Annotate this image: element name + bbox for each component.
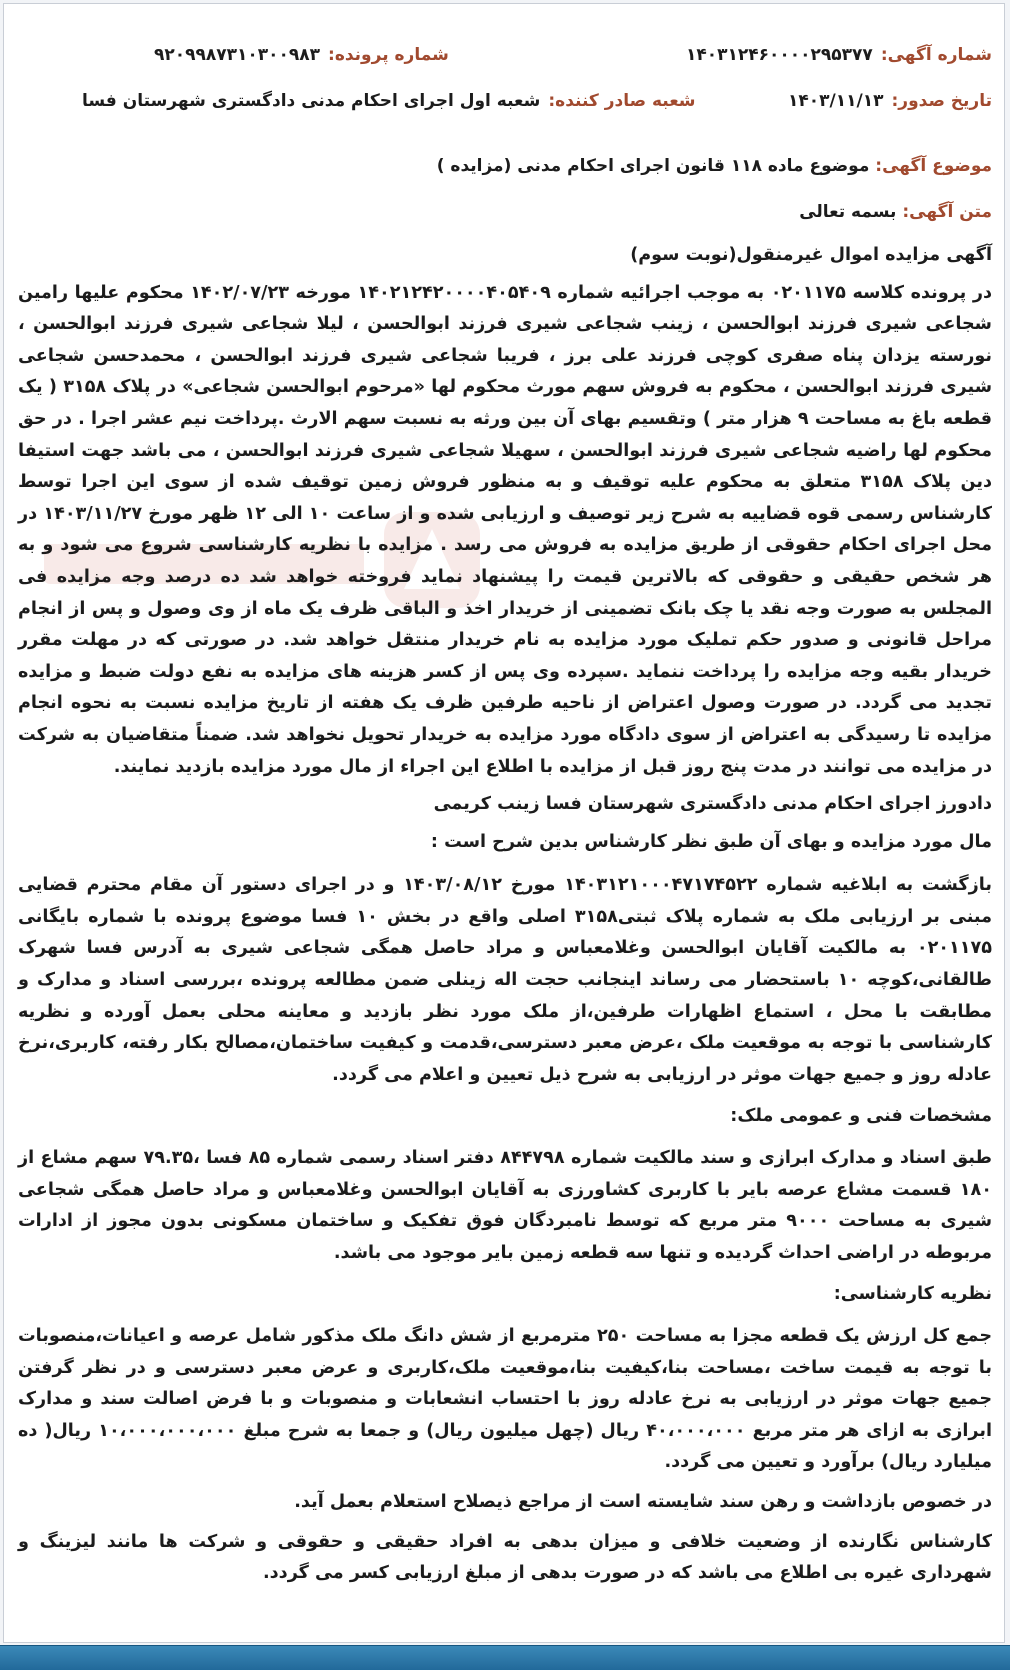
text-intro: بسمه تعالی	[799, 202, 897, 222]
paragraph-valuation: جمع کل ارزش یک قطعه مجزا به مساحت ۲۵۰ مترمربع از شش دانگ ملک مذکور شامل عرصه و اعیانات،منصوبات با توجه به قیمت ساخت ،مساحت بنا،کیفیت بنا،موقعیت ملک،کاربری و عرض معبر دسترسی و در نظر گرفتن جمیع جهات موثر در ارزیابی به نرخ عادله روز با احتساب انشعابات و منصوبات و با فرض اصالت سند و مدارک ابرازی به ازای هر متر مربع ۴۰،۰۰۰،۰۰۰ ریال (چهل میلیون ریال) و جمعا به شرح مبلغ ۱۰،۰۰۰،۰۰۰،۰۰۰ ریال( ده میلیارد ریال) برآورد و تعیین می گردد.	[18, 1326, 992, 1473]
issuer-value: شعبه اول اجرای احکام مدنی دادگستری شهرستان فسا	[82, 91, 541, 111]
case-number-value: ۹۲۰۹۹۸۷۳۱۰۳۰۰۹۸۳	[154, 45, 321, 65]
case-number	[154, 45, 449, 65]
paragraph-expert-report: بازگشت به ابلاغیه شماره ۱۴۰۳۱۲۱۰۰۰۴۷۱۷۴۵۲۲ مورخ ۱۴۰۳/۰۸/۱۲ و در اجرای دستور آن مقام محترم قضایی مبنی بر ارزیابی ملک به شماره پلاک ثبتی۳۱۵۸ اصلی واقع در بخش ۱۰ فسا موضوع پرونده با شماره بایگانی ۰۲۰۱۱۷۵ به مالکیت آقایان ابوالحسن وغلامعباس و مراد حاصل همگی شجاعی شیری به آدرس فسا شهرک طالقانی،کوچه ۱۰ باستحضار می رساند اینجانب حجت اله زینلی ضمن مطالعه پرونده ،بررسی اسناد و مدارک و مطابقت با محل ، استماع اظهارات طرفین،از ملک مورد نظر بازدید و معاینه محلی بعمل آورده و نظریه کارشناسی با توجه به موقعیت ملک ،عرض معبر دسترسی،قدمت و کیفیت ساختمان،مصالح بکار رفته، کاربری،نرخ عادله روز و جمیع جهات موثر در ارزیابی به شرح ذیل تعیین و اعلام می گردد.	[18, 875, 992, 1085]
tech-heading: مشخصات فنی و عمومی ملک:	[730, 1106, 992, 1127]
notice-title: آگهی مزایده اموال غیرمنقول(نوبت سوم)	[630, 245, 992, 265]
text-line	[18, 202, 992, 222]
issuer-label: شعبه صادر کننده:	[548, 91, 696, 111]
issuer	[82, 91, 696, 111]
paragraph-specs: طبق اسناد و مدارک ابرازی و سند مالکیت شماره ۸۴۴۷۹۸ دفتر اسناد رسمی شماره ۸۵ فسا ،۷۹.۳۵ سهم مشاع از ۱۸۰ قسمت مشاع عرصه بایر با کاربری کشاورزی به آقایان ابوالحسن وغلامعباس و مراد حاصل همگی شجاعی شیری به مساحت ۹۰۰۰ متر مربع که توسط نامبردگان فوق تفکیک و ساختمان مسکونی بدون مجوز از ادارات مربوطه در اراضی احداث گردیده و تنها سه قطعه زمین بایر موجود می باشد.	[18, 1148, 992, 1263]
meta-row-1	[54, 42, 992, 68]
property-intro: مال مورد مزایده و بهای آن طبق نظر کارشناس بدین شرح است :	[430, 831, 992, 852]
paragraph-inquiry: در خصوص بازداشت و رهن سند شایسته است از مراجع ذیصلاح استعلام بعمل آید.	[294, 1491, 992, 1512]
expert-heading: نظریه کارشناسی:	[833, 1284, 992, 1305]
paragraph-auction: در پرونده کلاسه ۰۲۰۱۱۷۵ به موجب اجرائیه شماره ۱۴۰۲۱۲۴۲۰۰۰۰۴۰۵۴۰۹ مورخه ۱۴۰۲/۰۷/۲۳ محکوم علیها رامین شجاعی شیری فرزند ابوالحسن ، زینب شجاعی شیری فرزند ابوالحسن ، لیلا شجاعی شیری فرزند ابوالحسن ، نورسته یزدان پناه صفری کوچی فرزند علی برز ، فریبا شجاعی شیری فرزند ابوالحسن ، محمدحسن شجاعی شیری فرزند ابوالحسن ، محکوم به فروش سهم مورث محکوم لها «مرحوم ابوالحسن شجاعی» در پلاک ۳۱۵۸ ( یک قطعه باغ به مساحت ۹ هزار متر ) وتقسیم بهای آن بین ورثه به نسبت سهم الارث .پرداخت نیم عشر اجرا . در حق محکوم لها راضیه شجاعی شیری فرزند ابوالحسن ، سهیلا شجاعی شیری فرزند ابوالحسن ، می باشد جهت استیفا دین پلاک ۳۱۵۸ متعلق به محکوم علیه توقیف و به منظور فروش زمین توقیف شده از سوی این اجرا توسط کارشناس رسمی قوه قضاییه به شرح زیر توصیف و ارزیابی شده و از ساعت ۱۰ الی ۱۲ ظهر مورخ ۱۴۰۳/۱۱/۲۷ در محل اجرای احکام حقوقی از طریق مزایده به فروش می رسد . مزایده با نظریه کارشناسی شروع می شود و به هر شخص حقیقی و حقوقی که بالاترین قیمت را پیشنهاد نماید فروخته خواهد شد ده درصد وجه مزایده فی المجلس به صورت وجه نقد یا چک بانک تضمینی از خریدار اخذ و الباقی ظرف یک ماه از وی وصول و پس از انجام مراحل قانونی و صدور حکم تملیک مورد مزایده به نام خریدار منتقل خواهد شد. در صورتی که در مهلت مقرر خریدار بقیه وجه مزایده را پرداخت ننماید .سپرده وی پس از کسر هزینه های مزایده به نفع دولت ضبط و مزایده تجدید می گردد. در صورت وصول اعتراض از ناحیه طرفین ظرف یک هفته از تاریخ مزایده نسبت به نحوه انجام مزایده تا رسیدگی به اعتراض از سوی دادگاه مورد مزایده به خریدار تحویل نخواهد شد. ضمناً متقاضیان به شرکت در مزایده می توانند در مدت پنج روز قبل از مزایده با اطلاع این اجراء از مال مورد مزایده بازدید نمایند.	[18, 282, 993, 777]
subject-value: موضوع ماده ۱۱۸ قانون اجرای احکام مدنی (مزایده )	[436, 156, 870, 176]
bottom-bar	[0, 1645, 1010, 1670]
text-label: متن آگهی:	[902, 202, 992, 222]
case-number-label: شماره پرونده:	[328, 45, 449, 65]
issue-date	[788, 91, 992, 111]
ad-number	[686, 45, 992, 65]
subject-label: موضوع آگهی:	[875, 156, 992, 176]
judge-line: دادورز اجرای احکام مدنی دادگستری شهرستان فسا زینب کریمی	[433, 794, 992, 815]
issue-date-label: تاریخ صدور:	[891, 91, 992, 111]
subject-line	[18, 156, 992, 176]
meta-row-2	[82, 88, 992, 114]
ad-number-label: شماره آگهی:	[880, 45, 992, 65]
ad-number-value: ۱۴۰۳۱۲۴۶۰۰۰۰۲۹۵۳۷۷	[686, 45, 873, 65]
notice-sheet	[3, 3, 1005, 1643]
paragraph-disclaimer: کارشناس نگارنده از وضعیت خلافی و میزان بدهی به افراد حقیقی و حقوقی و شرکت ها مانند لیزینگ و شهرداری غیره بی اطلاع می باشد که در صورت بدهی از مبلغ ارزیابی کسر می گردد.	[18, 1531, 992, 1584]
issue-date-value: ۱۴۰۳/۱۱/۱۳	[788, 91, 884, 111]
notice-body	[18, 240, 992, 1590]
